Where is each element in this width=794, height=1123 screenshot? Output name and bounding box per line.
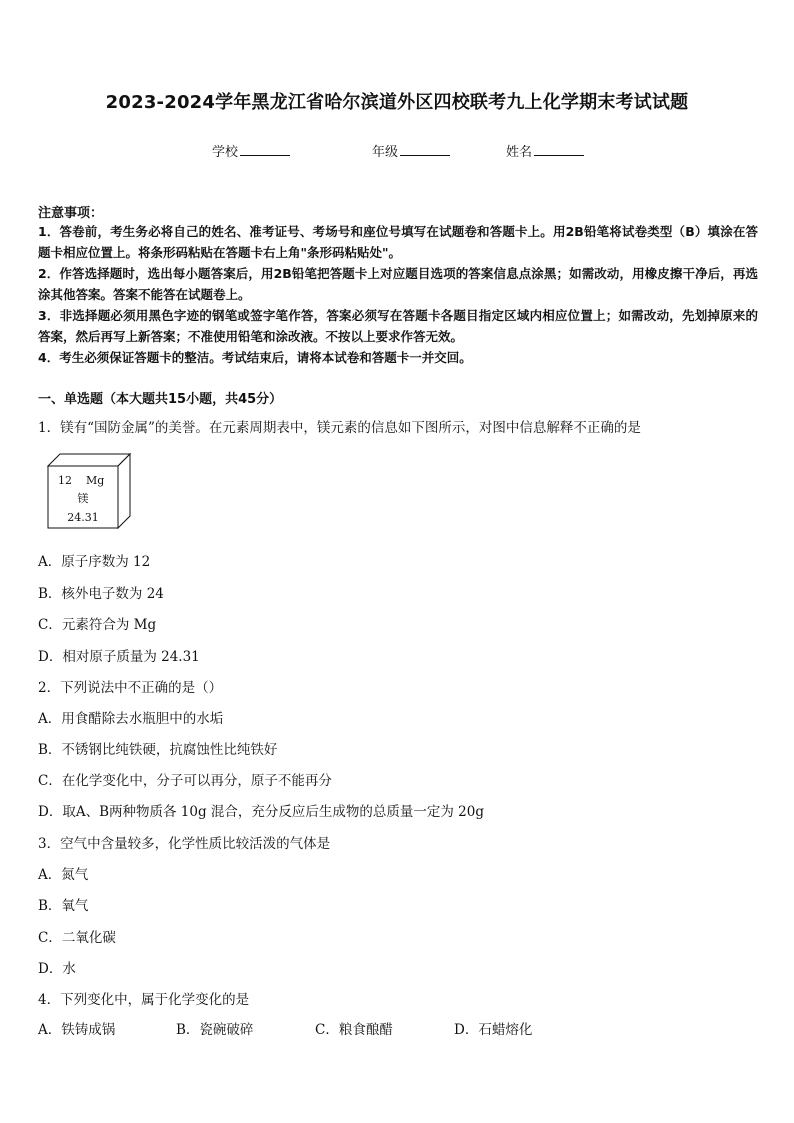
- option: D．水: [38, 961, 76, 977]
- name-field: [506, 141, 584, 160]
- option: A．原子序数为 12: [38, 554, 151, 570]
- notice-item: 2．作答选择题时，选出每小题答案后，用2B铅笔把答题卡上对应题目选项的答案信息点涂黑；如需改动，用橡皮擦干净后，再选涂其他答案。答案不能答在试题卷上。: [38, 266, 758, 302]
- notice-item: 3．非选择题必须用黑色字迹的钢笔或签字笔作答，答案必须写在答题卡各题目指定区域内相应位置上；如需改动，先划掉原来的答案，然后再写上新答案；不准使用铅笔和涂改液。不按以上要求作答无效。: [38, 308, 758, 344]
- name-label: 姓名: [506, 145, 533, 160]
- option: A．用食醋除去水瓶胆中的水垢: [38, 711, 224, 727]
- page-title: 2023-2024学年黑龙江省哈尔滨道外区四校联考九上化学期末考试试题: [105, 92, 689, 113]
- grade-label: 年级: [372, 145, 399, 160]
- question-stem: 3．空气中含量较多，化学性质比较活泼的气体是: [38, 836, 331, 852]
- name-blank: [534, 143, 584, 156]
- school-blank: [240, 143, 290, 156]
- notice-item: 1．答卷前，考生务必将自己的姓名、准考证号、考场号和座位号填写在试题卷和答题卡上。用2B铅笔将试卷类型（B）填涂在答题卡相应位置上。将条形码粘贴在答题卡右上角"条形码粘贴处"。: [38, 224, 758, 260]
- option: D．石蜡熔化: [454, 1022, 533, 1038]
- option: C．元素符合为 Mg: [38, 617, 157, 633]
- grade-blank: [400, 143, 450, 156]
- question-stem: 1．镁有“国防金属”的美誉。在元素周期表中，镁元素的信息如下图所示，对图中信息解释不正确的是: [38, 420, 641, 436]
- option: A．铁铸成锅: [38, 1022, 116, 1038]
- element-mass: 24.31: [67, 511, 99, 524]
- grade-field: [372, 141, 450, 160]
- option: C．在化学变化中，分子可以再分，原子不能再分: [38, 773, 332, 789]
- notice-heading: 注意事项：: [38, 206, 104, 221]
- option: B．瓷碗破碎: [176, 1022, 254, 1038]
- school-label: 学校: [212, 145, 239, 160]
- element-number: 12: [58, 474, 72, 487]
- option: B．不锈钢比纯铁硬，抗腐蚀性比纯铁好: [38, 742, 278, 758]
- option: B．核外电子数为 24: [38, 586, 164, 602]
- element-symbol: Mg: [86, 474, 105, 487]
- notice-list: [38, 221, 758, 368]
- option: D．相对原子质量为 24.31: [38, 649, 200, 665]
- section-heading: 一、单选题（本大题共15小题，共45分）: [38, 392, 283, 407]
- question-stem: 2．下列说法中不正确的是（）: [38, 680, 223, 696]
- option: A．氮气: [38, 867, 89, 883]
- option: C．粮食酿醋: [315, 1022, 393, 1038]
- notice-item: 4．考生必须保证答题卡的整洁。考试结束后，请将本试卷和答题卡一并交回。: [38, 350, 472, 365]
- school-field: [212, 141, 290, 160]
- question-stem: 4．下列变化中，属于化学变化的是: [38, 992, 250, 1008]
- option: B．氧气: [38, 898, 89, 914]
- option: D．取A、B两种物质各 10g 混合，充分反应后生成物的总质量一定为 20g: [38, 804, 485, 820]
- element-name: 镁: [77, 492, 89, 505]
- element-card-figure: [46, 452, 132, 530]
- option: C．二氧化碳: [38, 930, 116, 946]
